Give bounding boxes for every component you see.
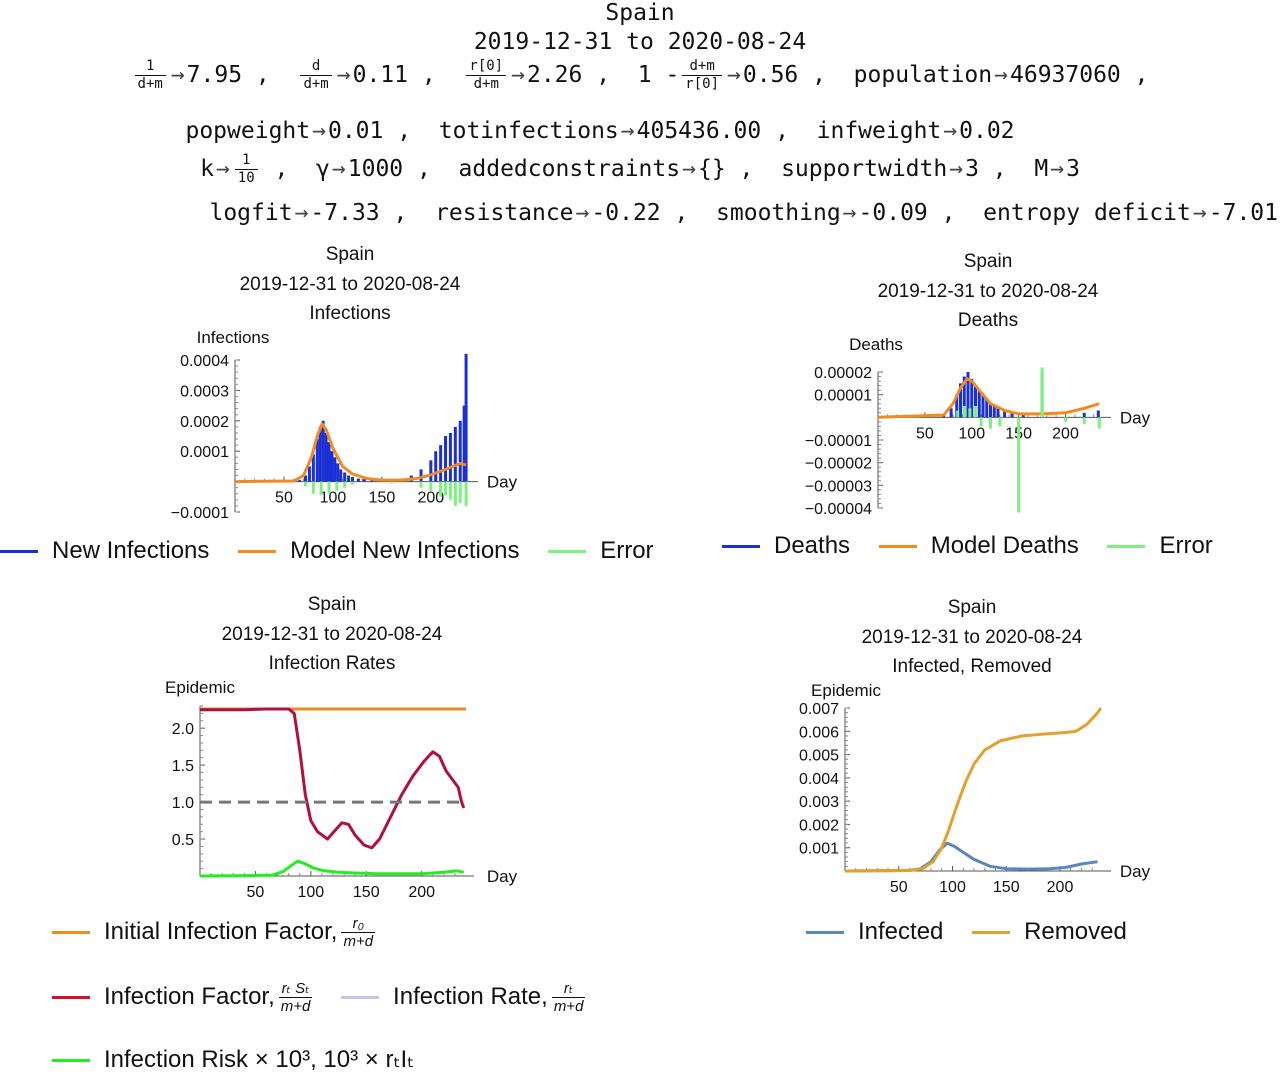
param-prefix: 1 - [637, 62, 680, 88]
series-error [958, 367, 1100, 512]
param-name: population [853, 62, 993, 88]
frac-4: $\frac{d+m}{r[0]}$ [682, 58, 722, 93]
series-removed [845, 708, 1101, 871]
y-tick-label: 0.003 [798, 794, 839, 812]
legend-item-infected[interactable]: Infected [806, 918, 943, 946]
header-line-4: logfit→-7.33 , resistance→-0.22 , smoothing→-0.09 , entropy deficit→-7.01 [209, 200, 1278, 226]
chart-subtitle-2: Deaths [957, 310, 1019, 331]
y-axis-label: Deaths [849, 335, 903, 354]
legend-item-death-error[interactable]: Error [1107, 532, 1212, 560]
chart-subtitle: 2019-12-31 to 2020-08-24 [877, 281, 1099, 302]
y-tick-label: 1.0 [171, 795, 194, 813]
x-tick-label: 100 [939, 879, 966, 896]
y-tick-label: 0.0003 [180, 383, 229, 401]
y-tick-label: 0.0001 [180, 444, 229, 462]
x-axis-label: Day [486, 472, 518, 492]
x-tick-label: 200 [1046, 879, 1074, 896]
header-date-range: 2019-12-31 to 2020-08-24 [473, 29, 807, 55]
chart-subtitle: 2019-12-31 to 2020-08-24 [221, 624, 443, 645]
rates-legend-row-2 [52, 980, 607, 1015]
frac-1: $\frac{1}{d+m}$ [135, 58, 166, 93]
param-value: 7.95 [186, 62, 243, 88]
y-axis-label: Epidemic [165, 678, 235, 697]
chart-subtitle: 2019-12-31 to 2020-08-24 [239, 274, 461, 295]
chart-title: Spain [307, 594, 357, 615]
y-tick-label: 0.00002 [814, 365, 872, 382]
legend-item-model-new-infections[interactable]: Model New Infections [238, 537, 519, 565]
frac-k: $\frac{1}{10}$ [235, 152, 258, 187]
legend-item-removed[interactable]: Removed [972, 918, 1127, 946]
x-axis-label: Day [1119, 862, 1151, 881]
y-axis-label: Epidemic [811, 681, 881, 700]
header-line-1: $\frac{1}{d+m}$ →7.95 , $\frac{d}{d+m}$ →0.11 , $\frac{r[0]}{d+m}$ →2.26 , 1 - $\frac{d+m}{r[0]}$ →0.56 , population→46937060 , [0, 58, 1280, 93]
chart-subtitle: 2019-12-31 to 2020-08-24 [861, 627, 1083, 648]
y-tick-label: 0.002 [798, 817, 839, 835]
x-tick-label: 50 [275, 489, 293, 507]
legend-item-infection-rate[interactable]: Infection Rate, $\frac{\text{rₜ}}{m+d}$ [341, 980, 585, 1015]
param-value: 46937060 [1010, 62, 1121, 88]
chart-2 [805, 251, 1151, 518]
y-tick-label: −0.00002 [804, 455, 872, 473]
param-value: 0.56 [742, 62, 799, 88]
chart-title: Spain [947, 597, 997, 618]
y-tick-label: 0.005 [798, 747, 839, 765]
series-infection-factor [200, 709, 464, 848]
x-tick-label: 50 [246, 884, 265, 901]
legend-item-infection-error[interactable]: Error [548, 537, 653, 565]
y-tick-label: 0.006 [798, 724, 839, 742]
x-tick-label: 100 [297, 884, 325, 901]
y-tick-label: 0.5 [171, 832, 194, 850]
parameter-header [0, 0, 1280, 235]
series-new-infections [294, 354, 466, 482]
chart-subtitle-2: Infections [309, 303, 391, 324]
y-tick-label: 2.0 [171, 721, 194, 739]
chart-subtitle-2: Infection Rates [268, 653, 396, 674]
legend-item-model-deaths[interactable]: Model Deaths [879, 532, 1079, 560]
x-tick-label: 150 [352, 884, 380, 901]
series-model-new-infections [235, 424, 466, 482]
y-tick-label: 0.0002 [180, 413, 229, 431]
series-model-deaths [878, 379, 1099, 418]
x-tick-label: 50 [915, 425, 934, 443]
y-tick-label: 1.5 [171, 758, 194, 776]
frac-2: $\frac{d}{d+m}$ [300, 58, 331, 93]
series-error [306, 482, 467, 506]
chart-4 [799, 597, 1151, 896]
series-infected [845, 843, 1098, 871]
chart-title: Spain [325, 244, 375, 265]
param-value: 0.11 [352, 62, 408, 88]
infections-legend [0, 537, 676, 565]
legend-item-new-infections[interactable]: New Infections [0, 537, 209, 565]
series-infection-risk [200, 861, 464, 876]
chart-1 [171, 244, 518, 522]
x-tick-label: 150 [1005, 425, 1032, 443]
x-tick-label: 150 [368, 489, 396, 507]
x-tick-label: 200 [1052, 425, 1079, 443]
frac-3: $\frac{r[0]}{d+m}$ [466, 58, 506, 93]
header-line-2: popweight→0.01 , totinfections→405436.00 , infweight→0.02 [185, 118, 1015, 144]
sir-legend [806, 918, 1149, 946]
legend-item-initial-infection-factor[interactable]: Initial Infection Factor, $\frac{\text{r₀}}{m+d}$ [52, 915, 375, 950]
legend-item-deaths[interactable]: Deaths [722, 532, 850, 560]
x-tick-label: 200 [417, 489, 445, 507]
param-value: 2.26 [526, 62, 583, 88]
x-tick-label: 200 [408, 884, 436, 901]
y-tick-label: 0.0004 [180, 353, 229, 370]
x-tick-label: 150 [992, 879, 1020, 896]
legend-item-infection-factor[interactable]: Infection Factor, $\frac{\text{rₜ Sₜ}}{m+d}$ [52, 980, 312, 1015]
y-axis-label: Infections [196, 328, 270, 347]
legend-item-infection-risk[interactable]: Infection Risk × 10³, 10³ × rₜIₜ [52, 1045, 414, 1074]
y-tick-label: −0.00004 [804, 501, 872, 518]
header-country: Spain [605, 0, 675, 26]
y-tick-label: 0.001 [798, 840, 839, 858]
x-tick-label: 100 [958, 425, 986, 443]
y-tick-label: −0.0001 [170, 505, 229, 522]
y-tick-label: 0.007 [798, 701, 839, 718]
chart-3 [165, 594, 518, 901]
chart-subtitle-2: Infected, Removed [892, 656, 1052, 677]
x-axis-label: Day [486, 867, 518, 886]
x-tick-label: 100 [319, 489, 347, 507]
y-tick-label: −0.00001 [804, 433, 872, 450]
x-axis-label: Day [1119, 408, 1151, 428]
header-line-3: k→ $\frac{1}{10}$ , γ→1000 , addedconstraints→{} , supportwidth→3 , M→3 [200, 152, 1080, 186]
deaths-legend [722, 532, 1235, 560]
series-deaths [944, 372, 1099, 417]
chart-title: Spain [963, 251, 1013, 272]
y-tick-label: −0.00003 [804, 478, 872, 496]
y-tick-label: 0.00001 [814, 387, 872, 405]
y-tick-label: 0.004 [798, 770, 839, 788]
x-tick-label: 50 [889, 879, 908, 896]
